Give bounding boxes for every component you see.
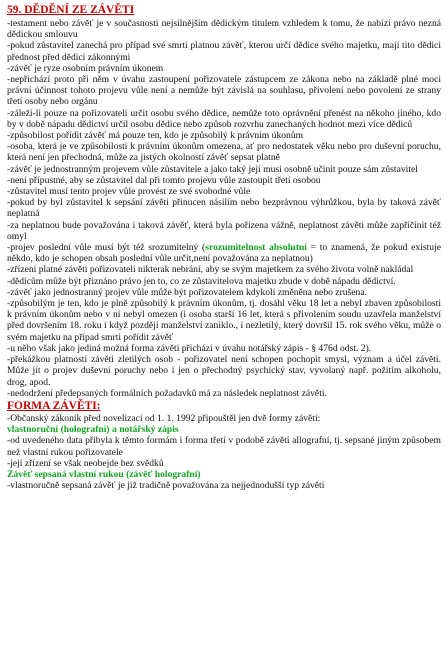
paragraph: -od uvedeného data přibyla k těmto formám i forma třetí v podobě závěti allografní, tj. sepsané jiným způsobem než vlastní rukou pořizovatele <box>7 435 441 458</box>
paragraph: -osoba, která je ve způsobilosti k právním úkonům omezena, ať pro nedostatek věku nebo pro duševní poruchu, která není jen přechodná, může za jistých okolností závěť sepsat platně <box>7 141 441 164</box>
highlight-term: srozumitelnost absolutní <box>205 242 307 254</box>
paragraph: -pokud zůstavitel zanechá pro případ své smrti platnou závěť, kterou určí dědice svého majetku, mají tito dědici přednost před dědici zákonnými <box>7 40 441 63</box>
paragraph: -nedodržení předepsaných formálních požadavků má za následek neplatnost závěti. <box>7 387 327 399</box>
paragraph: -překážkou platnosti závěti zletilých osob - pořizovatel není schopen pochopit smysl, význam a účel závěti. Může jít o projev duševní poruchy nebo i jen o přechodný psychický stav, vyvolaný např. požitím alkoholu, drog, apod. <box>7 354 441 388</box>
paragraph: -nepřichází proto při něm v úvahu zastoupení pořizovatele zástupcem ze zákona nebo na základě plné moci právní účinnost tohoto projevu vůle není a nemůže být závislá na souhlasu, přivolení nebo povolení ze strany třetí osoby nebo orgánu <box>7 74 441 108</box>
green-subheading: Závěť sepsaná vlastní rukou (závěť holografní) <box>7 468 201 480</box>
paragraph: -způsobilost pořídit závěť má pouze ten, kdo je způsobilý k právním úkonům <box>7 130 304 142</box>
paragraph: -pokud by byl zůstavitel k sepsání závěti přinucen násilím nebo bezprávnou výhrůžkou, byla by taková závěť neplatná <box>7 197 441 220</box>
section-title: FORMA ZÁVĚTI: <box>7 399 101 412</box>
paragraph: -její zřízení se však neobejde bez svědků <box>7 457 164 469</box>
paragraph: -dědicům může být přiznáno právo jen to, co ze zůstavitelova majetku zbude v době nápadu dědictví. <box>7 275 396 287</box>
green-subheading: vlastnoruční (holografní) a notářský zápis <box>7 424 179 436</box>
paragraph: -zůstavitel musí tento projev vůle provést ze své svobodné vůle <box>7 186 251 198</box>
paragraph: -zřízení platné závěti pořizovateli nikterak nebrání, aby se svým majetkem za svého života volně nakládal <box>7 264 414 276</box>
paragraph: -závěť jako jednostranný projev vůle může být pořizovatelem kdykoli změněna nebo zrušena. <box>7 286 368 298</box>
paragraph: -testament nebo závěť je v současnosti nejsilnějším dědickým titulem vzhledem k tomu, že nabízí právo nezná dědickou smlouvu <box>7 18 441 41</box>
paragraph: -záleží-li pouze na pořizovateli určit osobu svého dědice, nemůže toto oprávnění přenést na někoho jiného, kdo by v době nápadu dědictví určil osobu dědice nebo způsob rozvrhu zanechaných hodnot mezi více dědiců <box>7 107 441 130</box>
paragraph: -způsobilým je ten, kdo je plně způsobilý k právním úkonům, tj. dosáhl věku 18 let a nebyl zbaven způsobilosti k právním úkonům nebo v ní nebyl omezen (i osoba starší 16 let, která s přivolením soudu uzavřela manželství před dovršením 18. roku i když později manželství zaniklo., i nezletilý, který dovršil 15. rok svého věku, může o svém majetku na případ smrti pořídit závěť <box>7 298 441 343</box>
paragraph: -závěť je ryze osobním právním úkonem <box>7 62 164 74</box>
paragraph: -za neplatnou bude považována i taková závěť, která byla pořízena vážně, neplatnost závěti může zapříčinit též omyl <box>7 219 441 242</box>
paragraph: -Občanský zákonik před novelizací od 1. 1. 1992 připouštěl jen dvě formy závěti: <box>7 412 321 424</box>
paragraph: -není přípustné, aby se zůstavitel dal při tomto projevu vůle zastoupit třetí osobou <box>7 174 321 186</box>
paragraph: -u něho však jako jediná možná forma závěti přichází v úvahu notářský zápis - § 476d odst. 2). <box>7 342 372 354</box>
paragraph: -závěť je jednostranným projevem vůle zůstavitele a jako taký její musí osobně učinit pouze sám zůstavitel <box>7 163 418 175</box>
paragraph: -vlastnoručně sepsaná závěť je již tradičně považována za nejjednodušší typ závěti <box>7 480 325 492</box>
paragraph-highlight: -projev poslední vůle musí být též srozumitelný (srozumitelnost absolutní = to znamená, že pokud existuje někdo, kdo je schopen obsah poslední vůle určit,není považována za neplatnou) <box>7 242 441 265</box>
section-title: 59. DĚDĚNÍ ZE ZÁVĚTI <box>7 4 135 16</box>
